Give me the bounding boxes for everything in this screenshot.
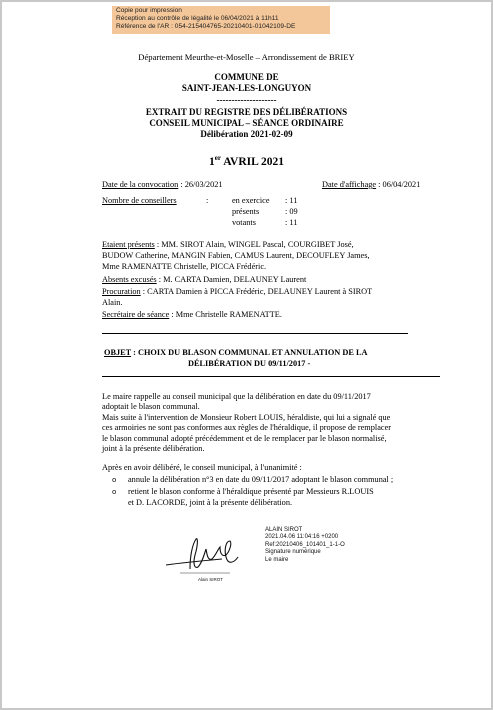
signature-kind: Signature numérique [265,549,321,556]
bullet-2-marker: o [112,488,117,496]
stamp-line-1: Copie pour impression [116,7,182,14]
count-presents-value: : 09 [285,207,298,216]
conseillers-colon: : [206,196,209,205]
body-line-4: ces armoiries ne sont pas conformes aux règles de l'héraldique, il propose de remplacer [102,423,392,433]
commune-line-1: COMMUNE DE [214,72,279,82]
department-line: Département Meurthe-et-Moselle – Arrondissement de BRIEY [138,52,355,62]
decision-bullet-1: annule la délibération n°3 en date du 09/11/2017 adoptant le blason communal ; [128,475,394,484]
body-paragraph [102,392,391,454]
signer-role: Le maire [265,556,289,563]
signature-name-caption: Alain SIROT [198,577,224,582]
convocation-date: Date de la convocation : 26/03/2021 [102,180,223,189]
conseillers-label: Nombre de conseillers [102,196,177,205]
signature-timestamp: 2021.04.06 11:04:16 +0200 [265,534,339,541]
divider-rule-2 [102,376,440,377]
body-line-5: le blason communal adopté précédemment et de le remplacer par le blason normalisé, [102,433,387,443]
bullet-1-marker: o [112,476,117,484]
count-votants-value: : 11 [285,218,298,227]
commune-separator: -------------------- [216,95,277,105]
secretaire-line: Secrétaire de séance : Mme Christelle RAMENATTE. [102,310,282,319]
body-line-1: Le maire rappelle au conseil municipal que la délibération en date du 09/11/2017 [102,392,371,401]
count-en-exercice-value: : 11 [285,196,298,205]
count-votants-label: votants [232,218,256,227]
presents-line-2: BUDOW Catherine, MANGIN Fabien, CAMUS Laurent, DECOUFLEY James, [102,251,370,260]
presents-line-3: Mme RAMENATTE Christelle, PICCA Frédéric. [102,262,267,271]
decision-bullet-2-line-1: retient le blason conforme à l'héraldique présenté par Messieurs R.LOUIS [128,487,374,496]
extract-title: EXTRAIT DU REGISTRE DES DÉLIBÉRATIONS [145,107,348,117]
affichage-date: Date d'affichage : 06/04/2021 [322,180,421,189]
stamp-line-3: Référence de l'AR : 054-215404765-20210401-01042109-DE [116,23,296,31]
digital-signature-block [265,527,345,564]
decision-intro: Après en avoir délibéré, le conseil municipal, à l'unanimité : [102,463,302,472]
body-line-2: adoptait le blason communal. [102,402,200,412]
stamp-line-2: Réception au contrôle de légalité le 06/04/2021 à 11h11 [116,15,279,23]
commune-line-2: SAINT-JEAN-LES-LONGUYON [181,83,312,93]
procuration-line-1: Procuration : CARTA Damien à PICCA Frédéric, DELAUNEY Laurent à SIROT [102,287,373,296]
signer-name: ALAIN SIROT [265,527,303,533]
presents-line-1: Etaient présents : MM. SIROT Alain, WINGEL Pascal, COURGIBET José, [102,240,354,249]
objet-line-2: DÉLIBÉRATION DU 09/11/2017 - [188,359,311,368]
session-title: CONSEIL MUNICIPAL – SÉANCE ORDINAIRE [149,118,344,128]
excuses-line: Absents excusés : M. CARTA Damien, DELAUNEY Laurent [102,275,307,284]
legality-stamp [112,6,330,34]
objet-line-1: OBJET : CHOIX DU BLASON COMMUNAL ET ANNULATION DE LA [104,348,368,357]
meeting-date: 1er AVRIL 2021 [208,154,285,168]
count-en-exercice-label: en exercice [232,196,270,205]
body-line-3: Mais suite à l'intervention de Monsieur Robert LOUIS, héraldiste, qui lui a signalé que [102,412,391,422]
procuration-line-2: Alain. [102,298,123,307]
count-presents-label: présents [232,207,260,216]
body-line-6: joint à la présente délibération. [102,444,205,454]
divider-rule-1 [102,333,408,334]
handwritten-signature [160,535,246,579]
deliberation-number: Délibération 2021-02-09 [200,129,293,139]
decision-bullet-2-line-2: et D. LACORDE, joint à la présente délibération. [128,498,293,507]
signature-reference: Ref:20210406_101401_1-1-O [265,541,345,548]
